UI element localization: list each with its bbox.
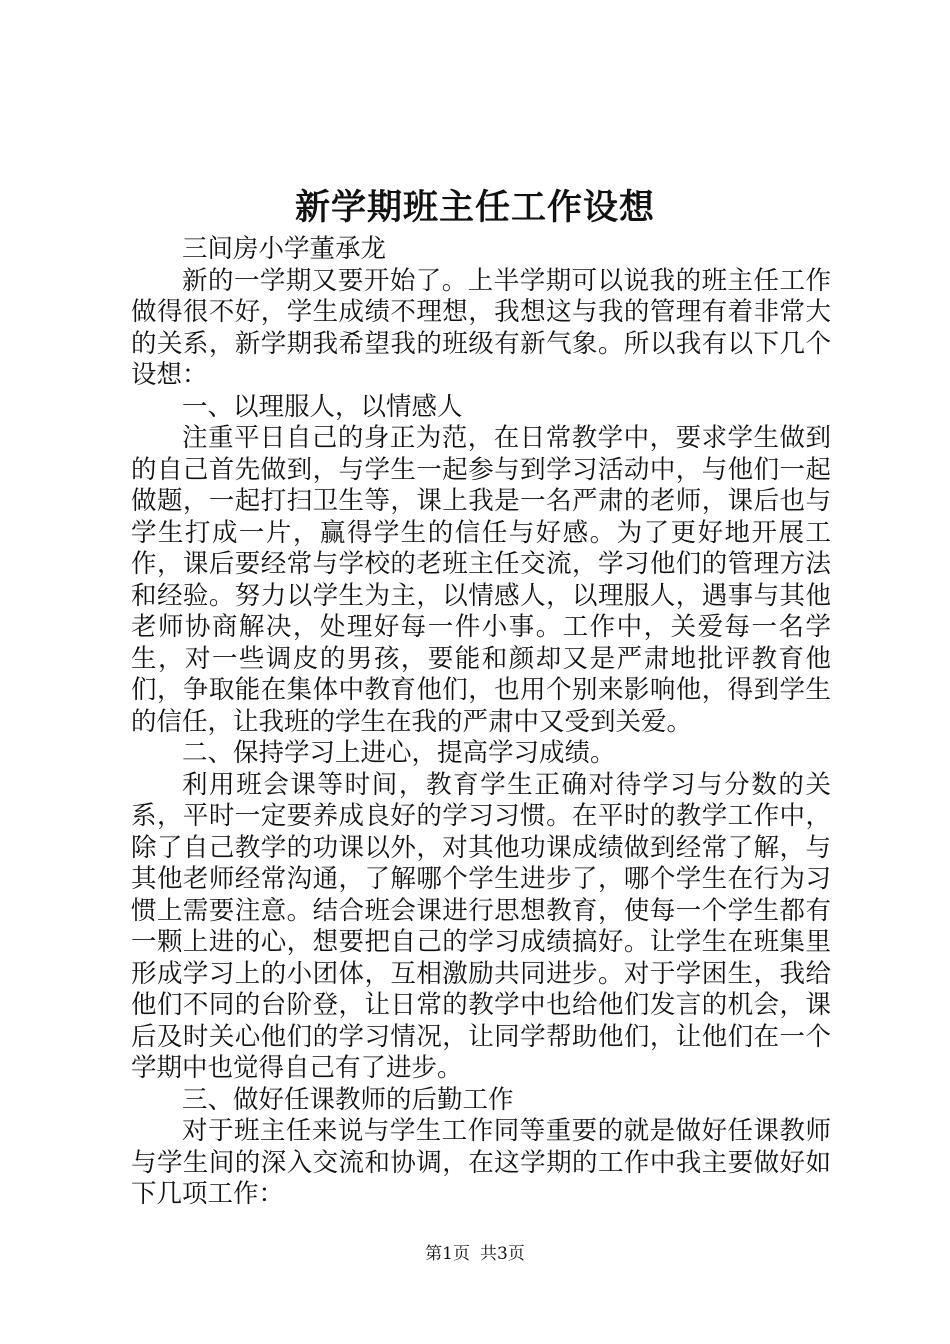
section-heading-2: 二、保持学习上进心，提高学习成绩。	[182, 738, 616, 768]
page-footer	[0, 1242, 950, 1266]
section-heading-3: 三、做好任课教师的后勤工作	[182, 1084, 514, 1115]
author-line: 三间房小学董承龙	[182, 234, 387, 264]
section-paragraph-3: 对于班主任来说与学生工作同等重要的就是做好任课教师与学生间的深入交流和协调，在这学期的工作中我主要做好如下几项工作：	[131, 1116, 831, 1209]
page-total: 共3页	[480, 1244, 525, 1264]
section-heading-1: 一、以理服人，以情感人	[182, 391, 463, 422]
section-paragraph-1: 注重平日自己的身正为范，在日常教学中，要求学生做到的自己首先做到，与学生一起参与到学习活动中，与他们一起做题，一起打扫卫生等，课上我是一名严肃的老师，课后也与学生打成一片，赢得学生的信任与好感。为了更好地开展工作，课后要经常与学校的老班主任交流，学习他们的管理方法和经验。努力以学生为主，以情感人，以理服人，遇事与其他老师协商解决，处理好每一件小事。工作中，关爱每一名学生，对一些调皮的男孩，要能和颜却又是严肃地批评教育他们，争取能在集体中教育他们，也用个别来影响他，得到学生的信任，让我班的学生在我的严肃中又受到关爱。	[131, 423, 831, 737]
document-title: 新学期班主任工作设想	[294, 187, 655, 228]
intro-paragraph: 新的一学期又要开始了。上半学期可以说我的班主任工作做得很不好，学生成绩不理想，我想这与我的管理有着非常大的关系，新学期我希望我的班级有新气象。所以我有以下几个设想：	[131, 265, 831, 390]
document-body	[131, 234, 831, 1211]
section-paragraph-2: 利用班会课等时间，教育学生正确对待学习与分数的关系，平时一定要养成良好的学习习惯。在平时的教学工作中，除了自己教学的功课以外，对其他功课成绩做到经常了解，与其他老师经常沟通，了解哪个学生进步了，哪个学生在行为习惯上需要注意。结合班会课进行思想教育，使每一个学生都有一颗上进的心，想要把自己的学习成绩搞好。让学生在班集里形成学习上的小团体，互相激励共同进步。对于学困生，我给他们不同的台阶登，让日常的教学中也给他们发言的机会，课后及时关心他们的学习情况，让同学帮助他们，让他们在一个学期中也觉得自己有了进步。	[131, 769, 831, 1083]
page-number: 第1页	[425, 1244, 470, 1264]
